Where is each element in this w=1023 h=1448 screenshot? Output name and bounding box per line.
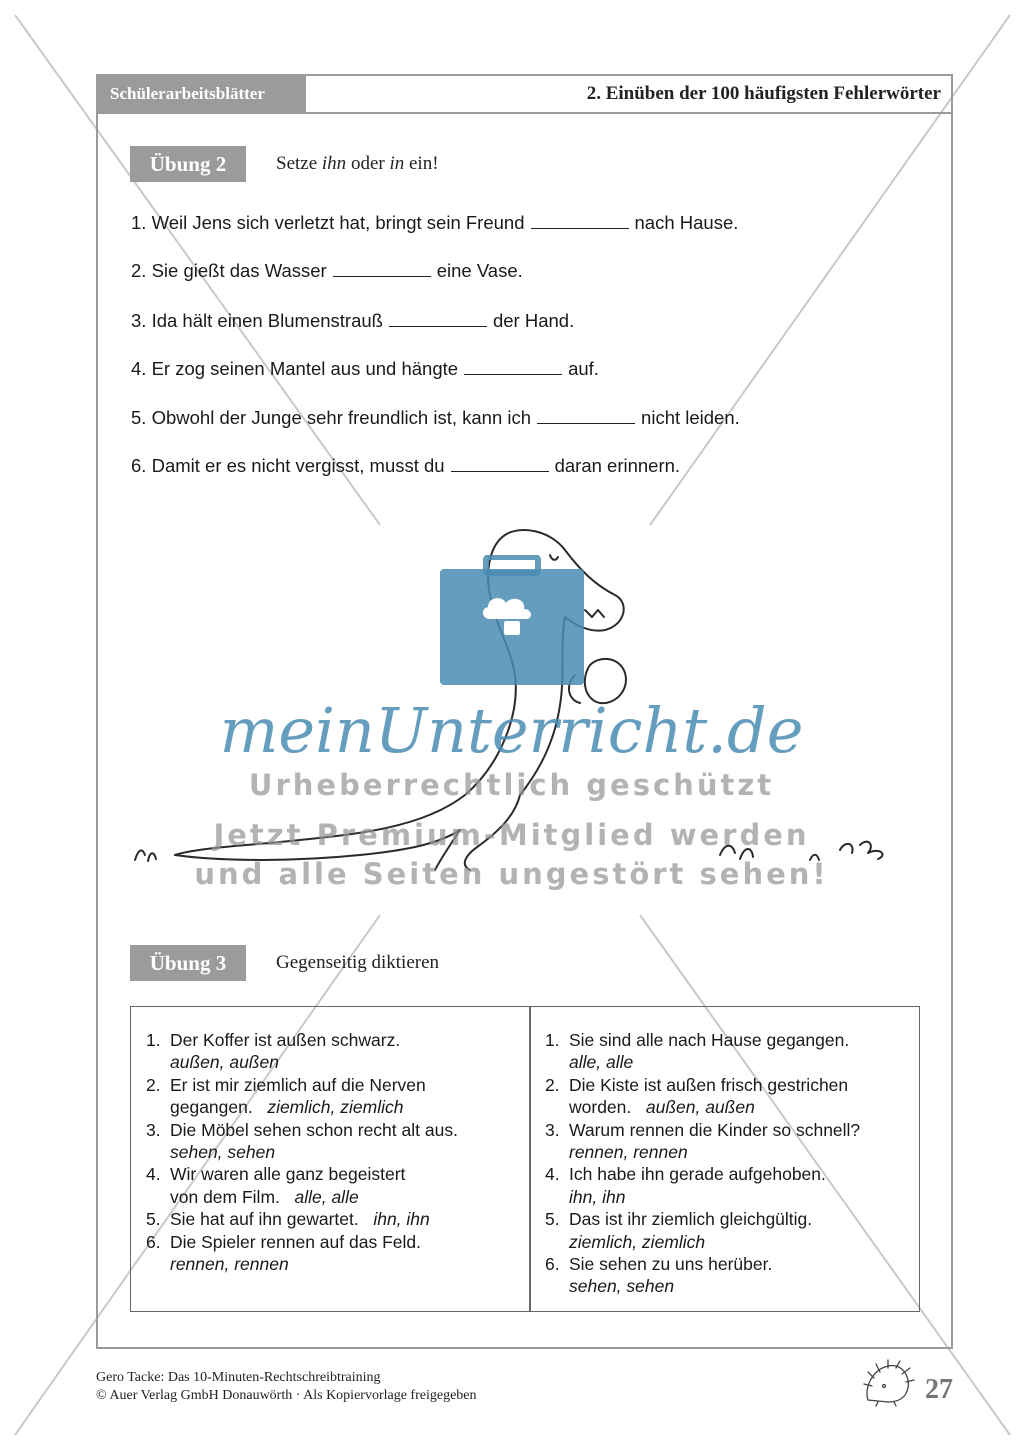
dictation-item: 6. Die Spieler rennen auf das Feld. rennen, rennen xyxy=(146,1231,421,1275)
header-section-label: Schülerarbeitsblätter xyxy=(96,74,306,114)
dictation-item: 2. Er ist mir ziemlich auf die Nerven gegangen. ziemlich, ziemlich xyxy=(146,1074,426,1118)
answer-blank[interactable] xyxy=(451,457,549,472)
page-number: 27 xyxy=(925,1374,953,1405)
exercise-2-instruction: Setze ihn oder in ein! xyxy=(276,153,439,174)
watermark-premium-line: Jetzt Premium-Mitglied werden xyxy=(213,818,810,852)
exercise-3-instruction: Gegenseitig diktieren xyxy=(276,952,440,973)
exercise-2-task-3: 3. Ida hält einen Blumenstrauß der Hand. xyxy=(131,310,575,331)
dictation-item: 3. Warum rennen die Kinder so schnell? rennen, rennen xyxy=(545,1119,861,1163)
header-divider xyxy=(306,112,953,114)
page-footer xyxy=(96,1369,477,1405)
exercise-2-task-2: 2. Sie gießt das Wasser eine Vase. xyxy=(131,260,523,281)
dictation-column-right xyxy=(545,1029,910,1298)
answer-blank[interactable] xyxy=(333,262,431,277)
dictation-item: 2. Die Kiste ist außen frisch gestrichen worden. außen, außen xyxy=(545,1074,849,1118)
header-title: 2. Einüben der 100 häufigsten Fehlerwörter xyxy=(586,83,941,104)
exercise-2-badge: Übung 2 xyxy=(130,146,246,182)
watermark-logo: meinUnterricht.de xyxy=(219,694,804,767)
footer-copyright: © Auer Verlag GmbH Donauwörth · Als Kopiervorlage freigegeben xyxy=(96,1388,477,1403)
footer-book-title: Gero Tacke: Das 10-Minuten-Rechtschreibtraining xyxy=(96,1370,381,1385)
exercise-2-task-1: 1. Weil Jens sich verletzt hat, bringt sein Freund nach Hause. xyxy=(131,212,739,233)
dictation-item: 4. Wir waren alle ganz begeistert von dem Film. alle, alle xyxy=(146,1164,406,1207)
exercise-2-task-4: 4. Er zog seinen Mantel aus und hängte auf. xyxy=(131,358,599,379)
watermark-unlock-line: und alle Seiten ungestört sehen! xyxy=(194,857,829,891)
dictation-item: 5. Das ist ihr ziemlich gleichgültig. ziemlich, ziemlich xyxy=(545,1209,813,1252)
dictation-item: 1. Der Koffer ist außen schwarz. außen, außen xyxy=(146,1030,401,1073)
briefcase-cloud-icon xyxy=(438,555,586,687)
exercise-2-task-6: 6. Damit er es nicht vergisst, musst du daran erinnern. xyxy=(131,455,681,476)
dictation-item: 1. Sie sind alle nach Hause gegangen. alle, alle xyxy=(545,1030,850,1073)
dictation-item: 3. Die Möbel sehen schon recht alt aus. sehen, sehen xyxy=(146,1119,458,1163)
answer-blank[interactable] xyxy=(531,214,629,229)
answer-blank[interactable] xyxy=(464,360,562,375)
answer-blank[interactable] xyxy=(389,312,487,327)
page-header xyxy=(96,74,953,114)
dictation-item: 6. Sie sehen zu uns herüber. sehen, sehen xyxy=(545,1254,773,1297)
exercise-2-task-5: 5. Obwohl der Junge sehr freundlich ist, kann ich nicht leiden. xyxy=(131,407,740,428)
dictation-column-divider xyxy=(529,1006,531,1312)
dictation-item: 5. Sie hat auf ihn gewartet. ihn, ihn xyxy=(146,1209,430,1230)
hedgehog-icon xyxy=(858,1358,918,1408)
exercise-3-badge: Übung 3 xyxy=(130,945,246,981)
answer-blank[interactable] xyxy=(537,409,635,424)
dictation-column-left xyxy=(146,1029,518,1275)
watermark-copyright-line: Urheberrechtlich geschützt xyxy=(248,768,775,802)
dictation-item: 4. Ich habe ihn gerade aufgehoben. ihn, ihn xyxy=(545,1164,826,1207)
